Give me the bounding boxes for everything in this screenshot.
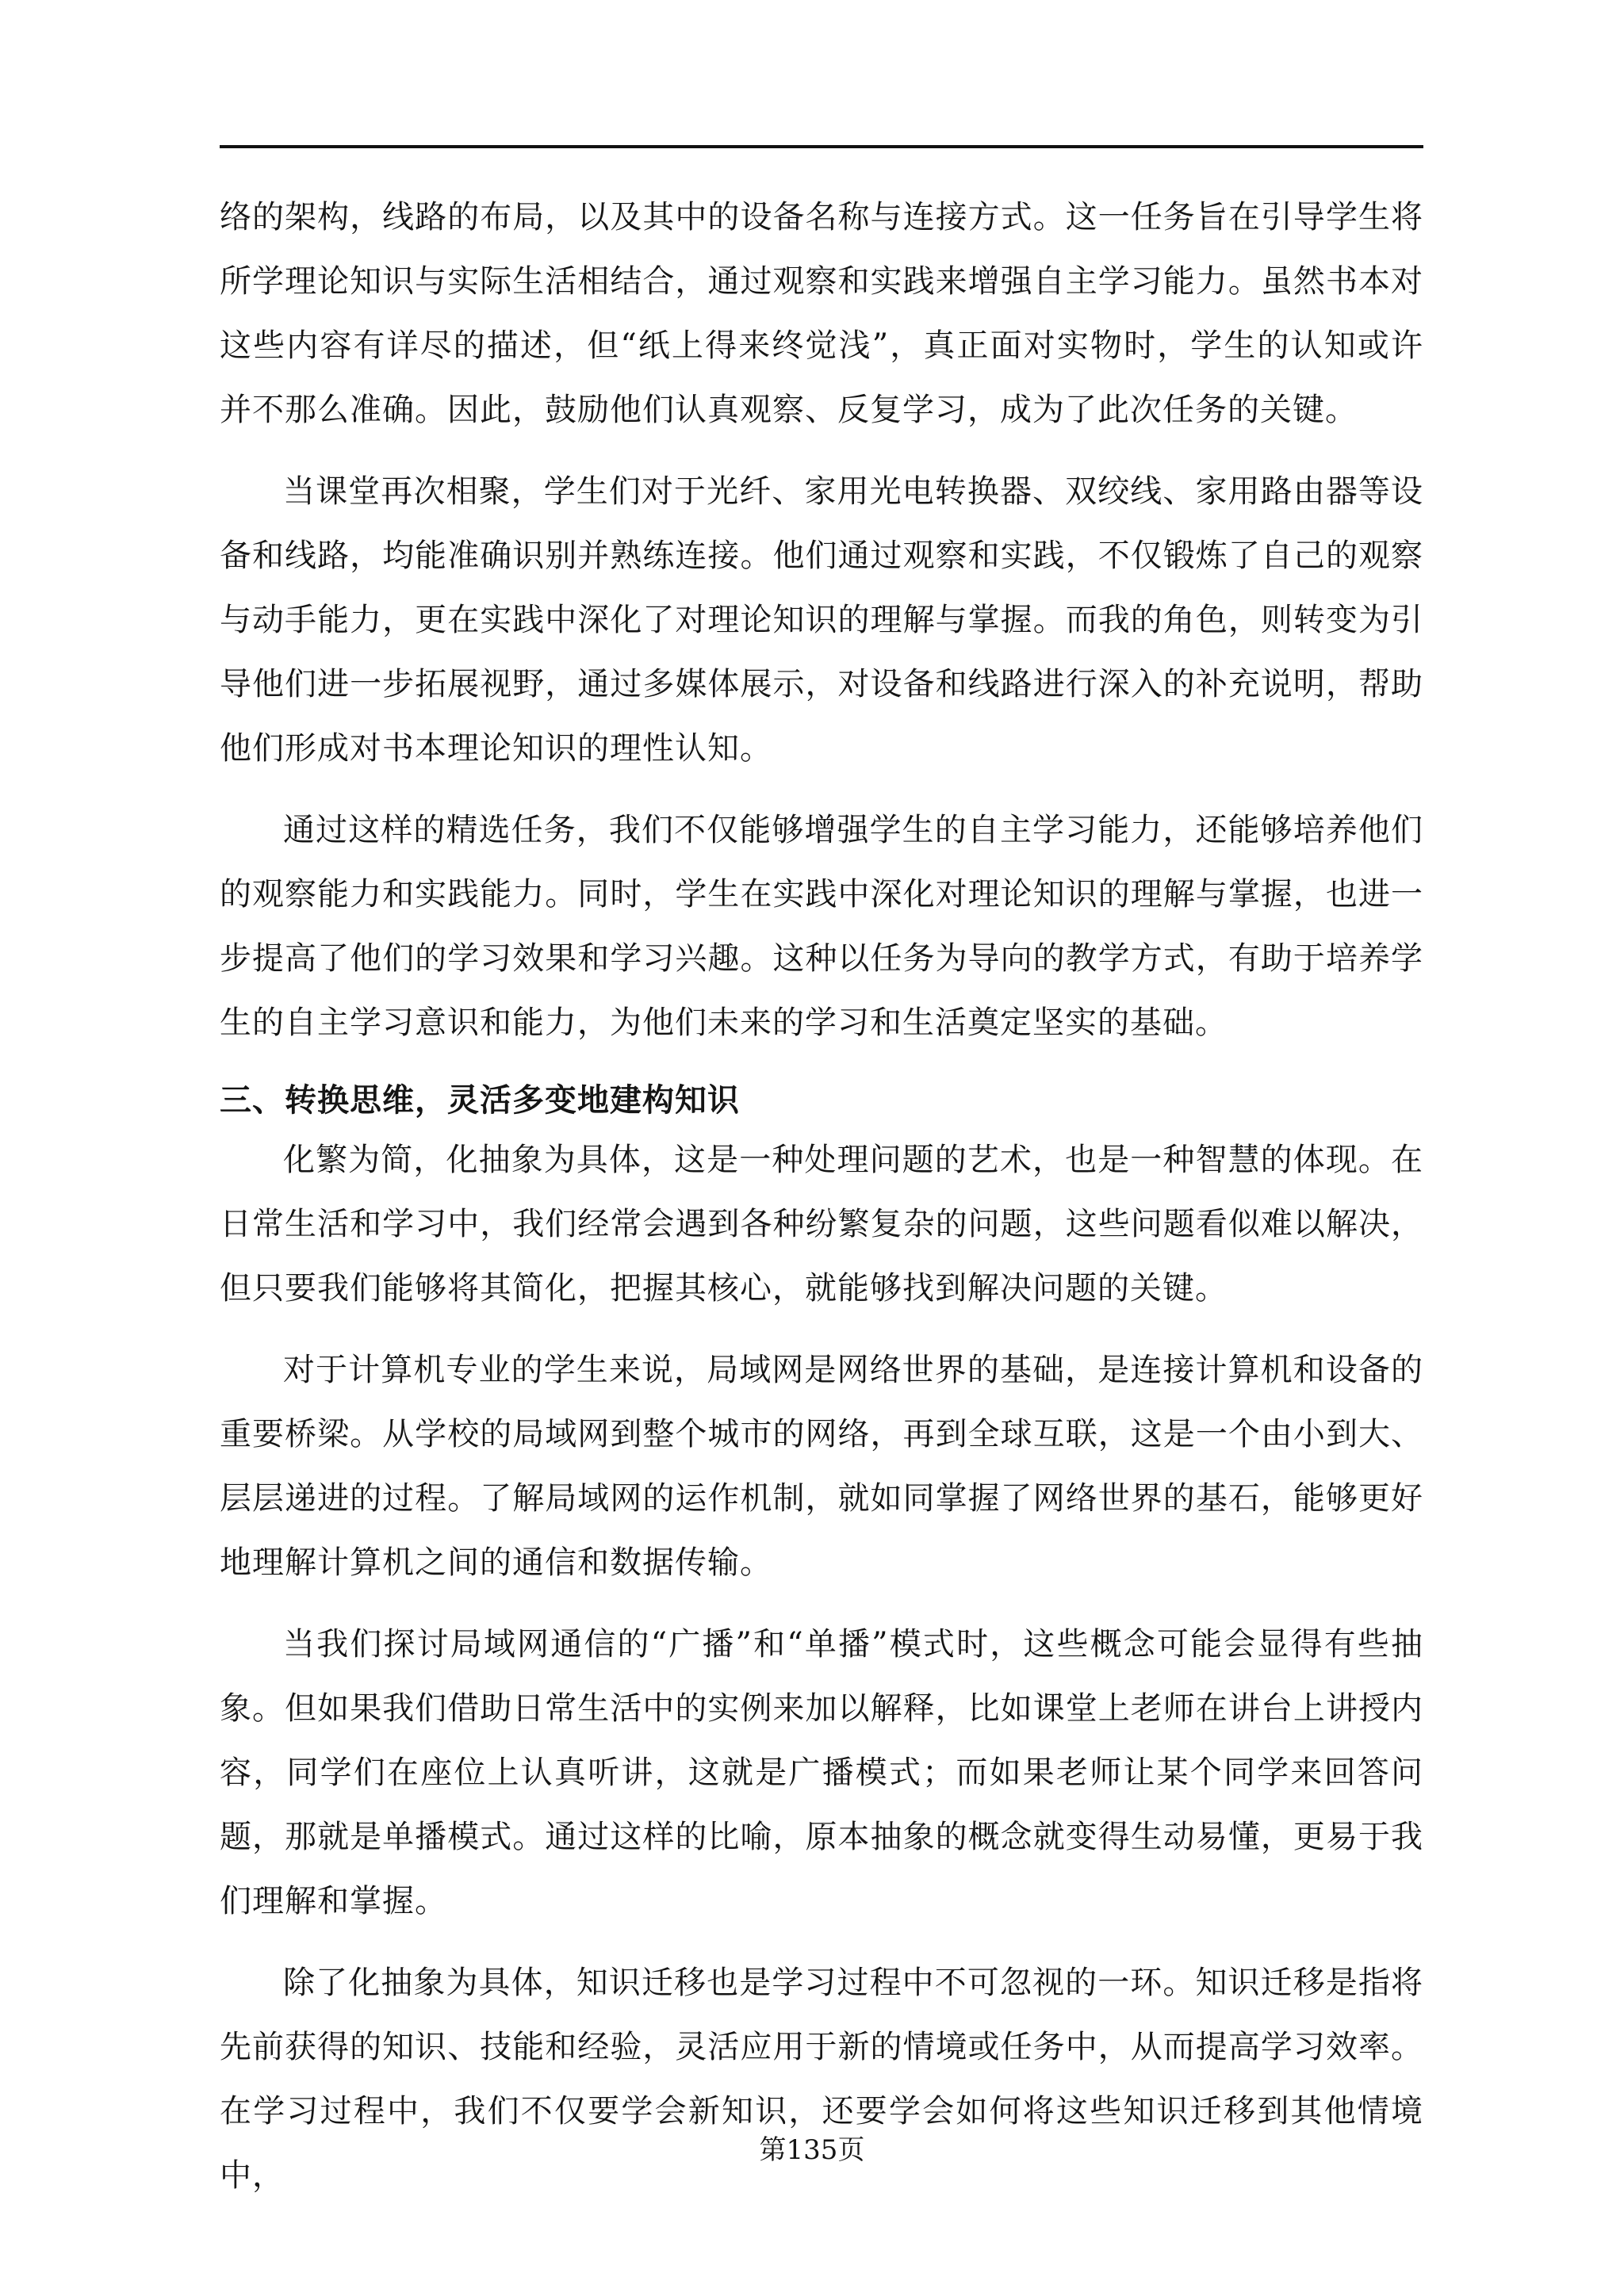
paragraph-broadcast-unicast: 当我们探讨局域网通信的“广播”和“单播”模式时，这些概念可能会显得有些抽象。但如果我们借助日常生活中的实例来加以解释，比如课堂上老师在讲台上讲授内容，同学们在座位上认真听讲，这就是广播模式；而如果老师让某个同学来回答问题，那就是单播模式。通过这样的比喻，原本抽象的概念就变得生动易懂，更易于我们理解和掌握。 bbox=[220, 1626, 1423, 1919]
header-rule bbox=[220, 145, 1423, 148]
paragraph-simplify: 化繁为简，化抽象为具体，这是一种处理问题的艺术，也是一种智慧的体现。在日常生活和学习中，我们经常会遇到各种纷繁复杂的问题，这些问题看似难以解决，但只要我们能够将其简化，把握其核心，就能够找到解决问题的关键。 bbox=[220, 1142, 1423, 1307]
page-number: 第135页 bbox=[759, 2134, 865, 2166]
paragraph-selected-tasks: 通过这样的精选任务，我们不仅能够增强学生的自主学习能力，还能够培养他们的观察能力和实践能力。同时，学生在实践中深化对理论知识的理解与掌握，也进一步提高了他们的学习效果和学习兴趣。这种以任务为导向的教学方式，有助于培养学生的自主学习意识和能力，为他们未来的学习和生活奠定坚实的基础。 bbox=[220, 812, 1423, 1041]
paragraph-knowledge-transfer: 除了化抽象为具体，知识迁移也是学习过程中不可忽视的一环。知识迁移是指将先前获得的知识、技能和经验，灵活应用于新的情境或任务中，从而提高学习效率。在学习过程中，我们不仅要学会新知识，还要学会如何将这些知识迁移到其他情境中， bbox=[220, 1965, 1423, 2194]
section-heading: 三、转换思维，灵活多变地建构知识 bbox=[220, 1082, 740, 1119]
paragraph-classroom-reunion: 当课堂再次相聚，学生们对于光纤、家用光电转换器、双绞线、家用路由器等设备和线路，均能准确识别并熟练连接。他们通过观察和实践，不仅锻炼了自己的观察与动手能力，更在实践中深化了对理论知识的理解与掌握。而我的角色，则转变为引导他们进一步拓展视野，通过多媒体展示，对设备和线路进行深入的补充说明，帮助他们形成对书本理论知识的理性认知。 bbox=[220, 473, 1423, 767]
paragraph-continuation: 络的架构，线路的布局，以及其中的设备名称与连接方式。这一任务旨在引导学生将所学理论知识与实际生活相结合，通过观察和实践来增强自主学习能力。虽然书本对这些内容有详尽的描述，但“纸上得来终觉浅”，真正面对实物时，学生的认知或许并不那么准确。因此，鼓励他们认真观察、反复学习，成为了此次任务的关键。 bbox=[220, 199, 1423, 428]
page-body bbox=[220, 186, 1423, 2208]
paragraph-lan-basics: 对于计算机专业的学生来说，局域网是网络世界的基础，是连接计算机和设备的重要桥梁。从学校的局域网到整个城市的网络，再到全球互联，这是一个由小到大、层层递进的过程。了解局域网的运作机制，就如同掌握了网络世界的基石，能够更好地理解计算机之间的通信和数据传输。 bbox=[220, 1352, 1423, 1581]
